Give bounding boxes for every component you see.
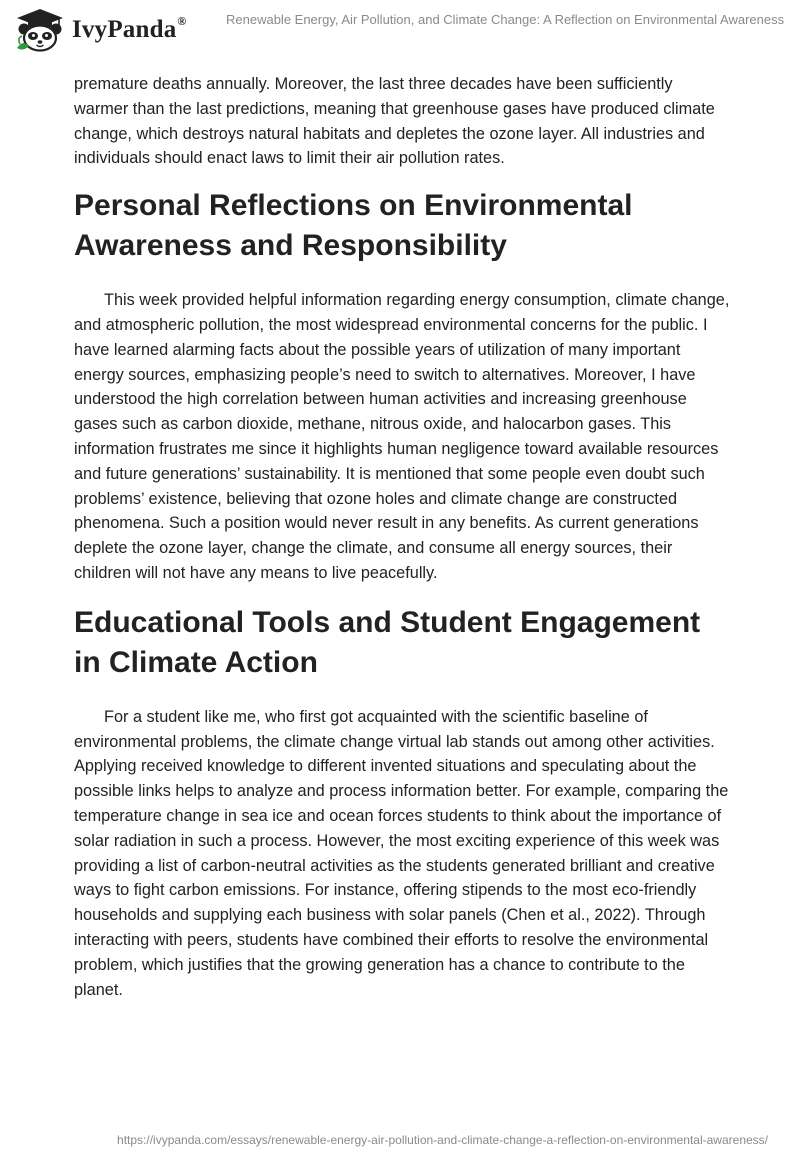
section-heading-personal-reflections: Personal Reflections on Environmental Awareness and Responsibility <box>74 189 633 263</box>
ivypanda-logo[interactable] <box>14 8 187 52</box>
article-body <box>74 72 730 1002</box>
section-heading-educational-tools: Educational Tools and Student Engagement in Climate Action <box>74 605 701 679</box>
intro-paragraph: premature deaths annually. Moreover, the last three decades have been sufficiently warmer than the last predictions, meaning that greenhouse gases have produced climate change, which destroys natural habitats and depletes the ozone layer. All industries and individuals should enact laws to limit their air pollution rates. <box>74 75 715 168</box>
source-url-link[interactable]: https://ivypanda.com/essays/renewable-energy-air-pollution-and-climate-change-a-reflection-on-environmental-awareness/ <box>117 1133 768 1147</box>
section-paragraph-educational-tools: For a student like me, who first got acquainted with the scientific baseline of environmental problems, the climate change virtual lab stands out among other activities. Applying received knowledge to different invented situations and speculating about the possible links helps to analyze and process information better. For example, comparing the temperature change in sea ice and ocean forces students to think about the importance of solar radiation in such a process. However, the most exciting experience of this week was providing a list of carbon-neutral activities as the students generated brilliant and creative ways to fight carbon emissions. For instance, offering stipends to the most eco-friendly households and supplying each business with solar panels (Chen et al., 2022). Through interacting with peers, students have combined their efforts to resolve the environmental problem, which justifies that the growing generation has a chance to contribute to the planet. <box>74 707 729 999</box>
section-paragraph-personal-reflections: This week provided helpful information regarding energy consumption, climate change, and atmospheric pollution, the most widespread environmental concerns for the public. I have learned alarming facts about the possible years of utilization of many important energy sources, emphasizing people’s need to switch to alternatives. Moreover, I have understood the high correlation between human activities and increasing greenhouse gases such as carbon dioxide, methane, nitrous oxide, and halocarbon gases. This information frustrates me since it highlights human negligence toward available resources and future generations’ sustainability. It is mentioned that some people even doubt such problems’ existence, believing that ozone holes and climate change are constructed phenomena. Such a position would never result in any benefits. As current generations deplete the ozone layer, change the climate, and consume all energy sources, their children will not have any means to live peacefully. <box>74 291 730 582</box>
brand-name <box>72 16 187 44</box>
running-title: Renewable Energy, Air Pollution, and Climate Change: A Reflection on Environmental Awareness <box>226 12 785 27</box>
panda-graduate-icon <box>14 8 66 52</box>
brand-text: IvyPanda <box>72 16 177 43</box>
trademark-symbol: ® <box>177 14 187 28</box>
page-header <box>0 0 800 62</box>
